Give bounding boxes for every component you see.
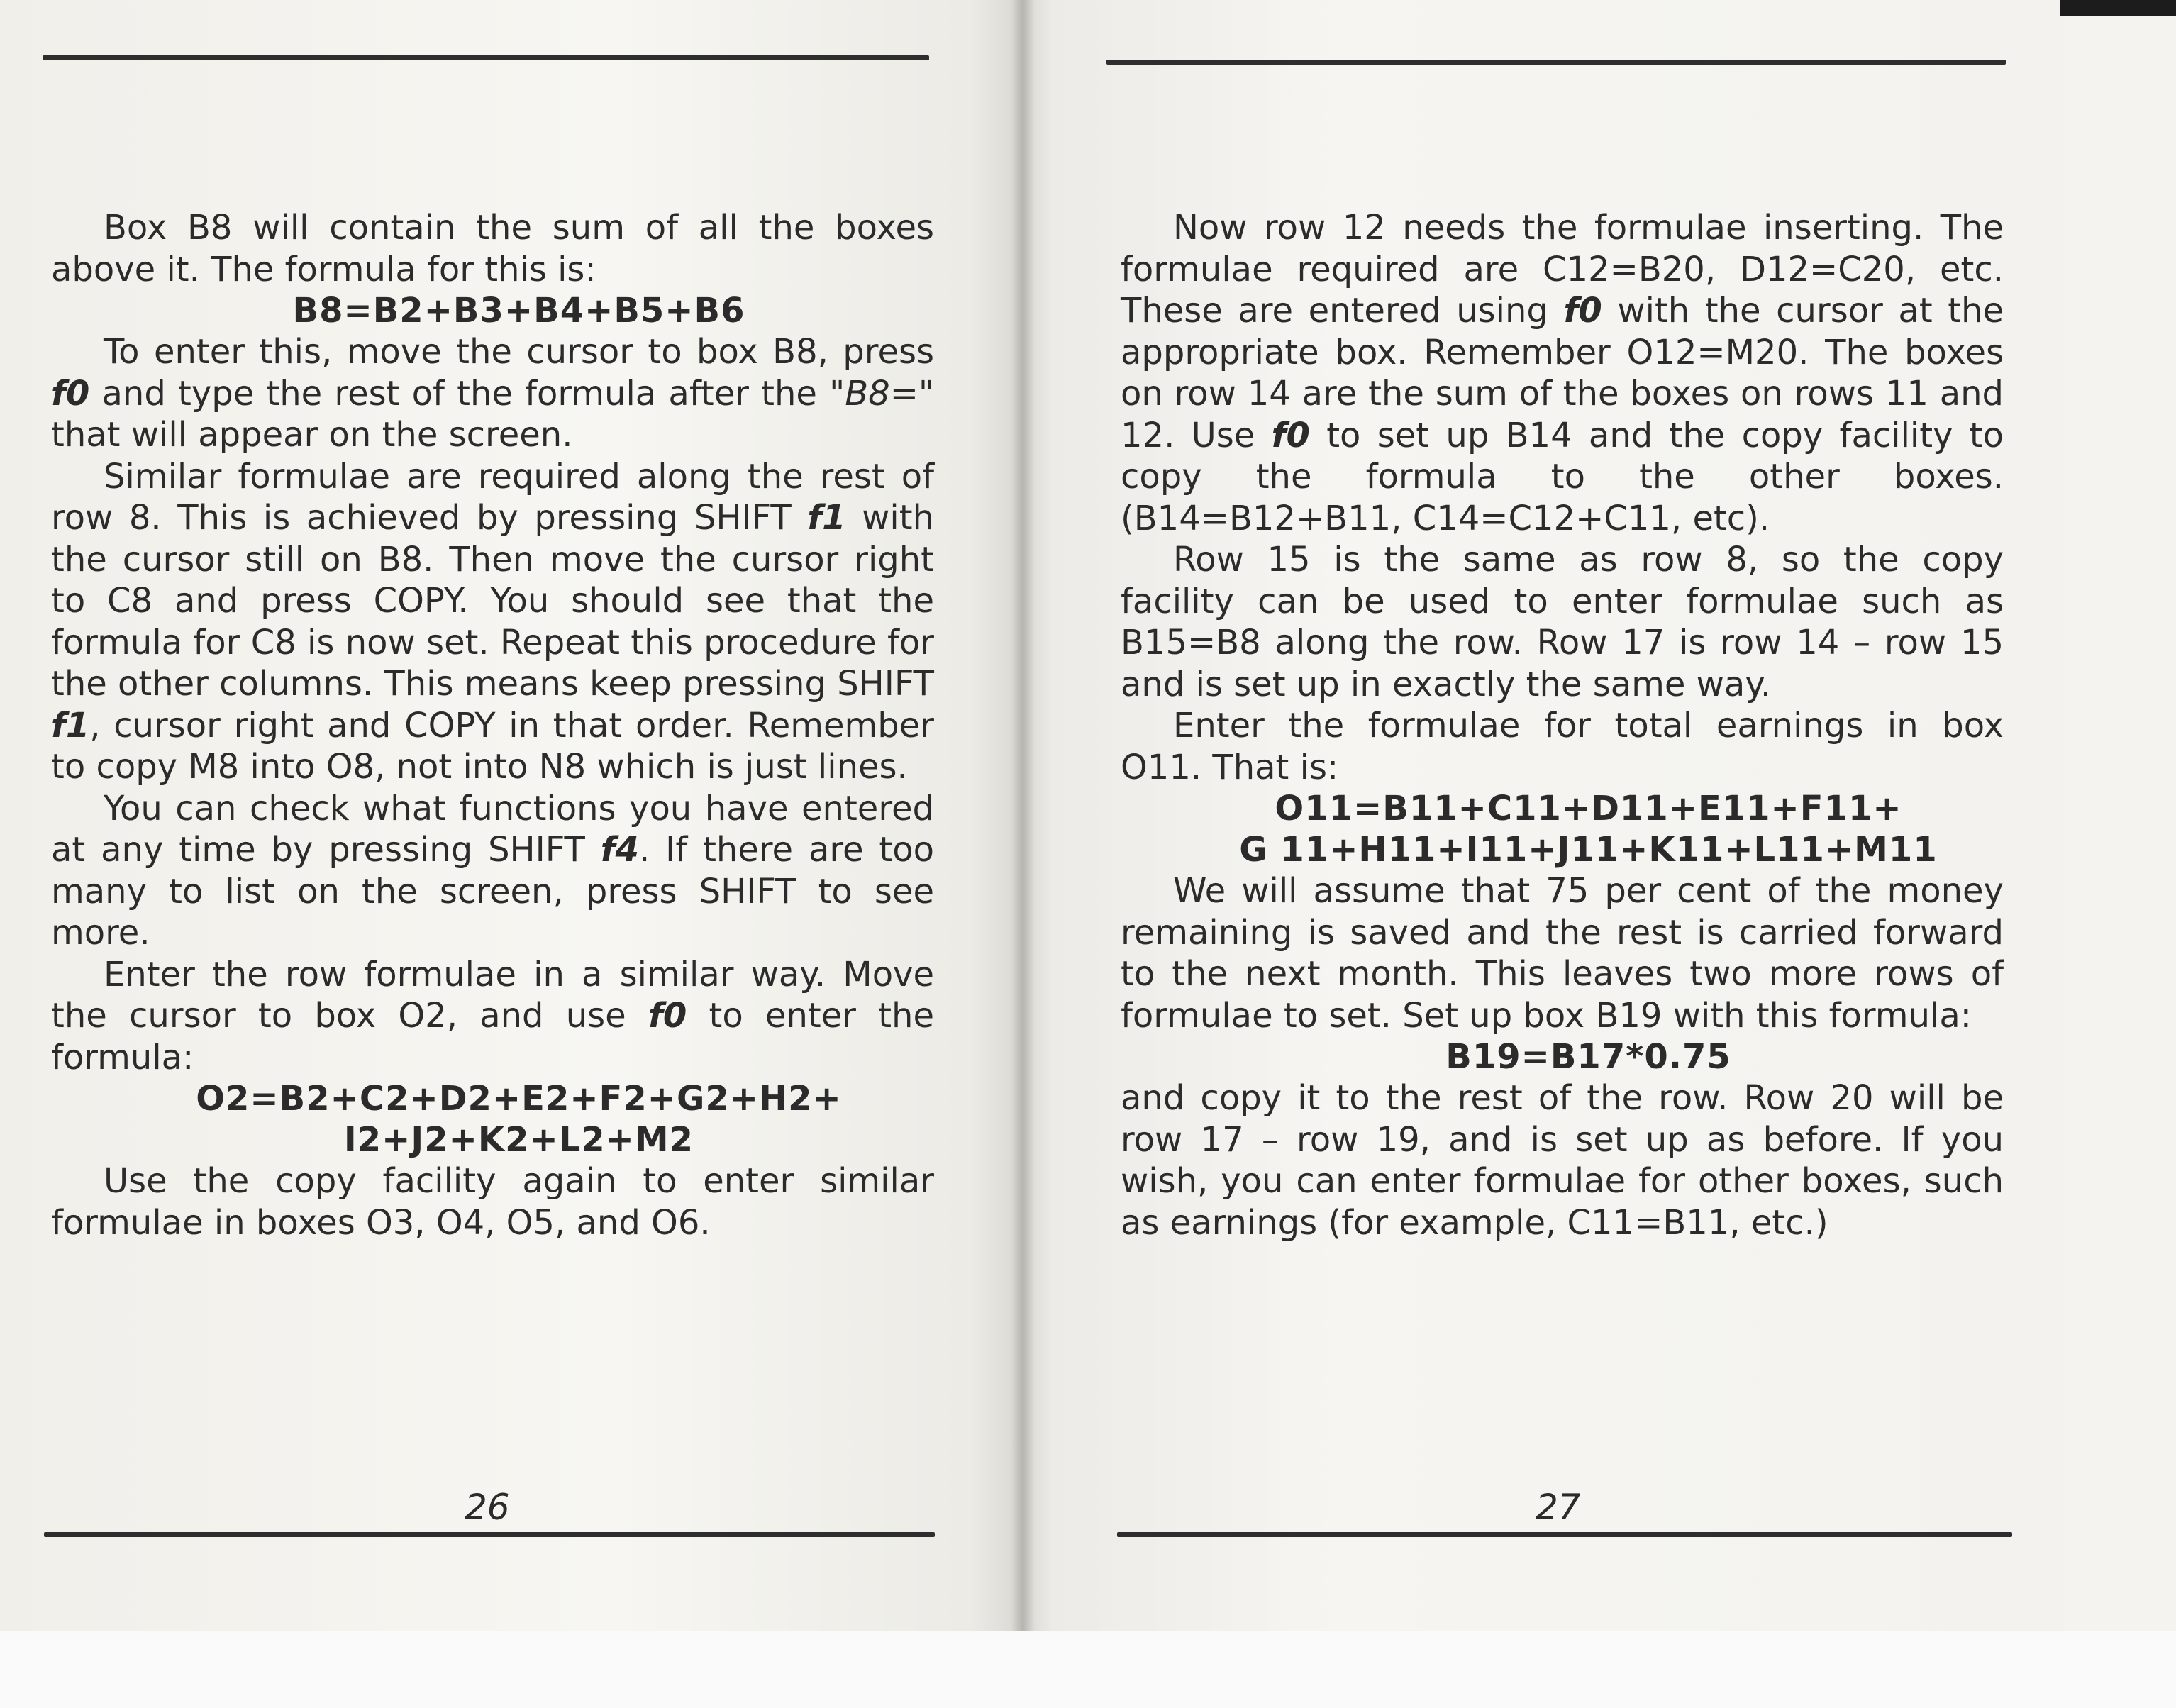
paragraph	[51, 788, 934, 954]
formula-o2-line2: I2+J2+K2+L2+M2	[343, 1120, 694, 1160]
page-number-right: 27	[1536, 1487, 1581, 1528]
paragraph-text: with the cursor still on B8. Then move the cursor right to C8 and press COPY. You should see that the formula for C8 is now set. Repeat this procedure for the other columns. This means keep pressing SHIFT	[51, 498, 934, 704]
book-gutter	[1011, 0, 1035, 1631]
function-key: f1	[807, 498, 846, 538]
function-key: f1	[51, 705, 90, 745]
top-rule-right	[1106, 60, 2006, 65]
formula-o2-line1: O2=B2+C2+D2+E2+F2+G2+H2+	[196, 1079, 842, 1119]
paragraph	[1121, 539, 2004, 705]
right-page-text	[1121, 207, 2004, 1243]
paragraph	[51, 954, 934, 1079]
paragraph-text: . If there are too many to list on the screen, press SHIFT to see more.	[51, 830, 934, 953]
paragraph-text: to enter the formula:	[51, 996, 934, 1077]
top-rule-left	[43, 55, 929, 60]
paragraph-text: and type the rest of the formula after the	[89, 373, 830, 414]
formula-o11-line1: O11=B11+C11+D11+E11+F11+	[1275, 789, 1902, 828]
scanner-bed-strip	[0, 1631, 2176, 1708]
paragraph-text: Enter the formulae for total earnings in box O11. That is:	[1121, 706, 2004, 787]
paragraph	[51, 331, 934, 456]
page-number-left: 26	[465, 1487, 510, 1528]
paragraph	[1121, 870, 2004, 1036]
paragraph	[51, 456, 934, 788]
paragraph-text: Now row 12 needs the formulae inserting. The formulae required are C12=B20, D12=C20, etc. These are entered using	[1121, 208, 2004, 331]
paragraph-text: to set up B14 and the copy facility to copy the formula to the other boxes. (B14=B12+B11, C14=C12+C11, etc).	[1121, 415, 2004, 538]
paragraph-text: Similar formulae are required along the rest of row 8. This is achieved by pressing SHIFT	[51, 456, 934, 538]
formula-b8: B8=B2+B3+B4+B5+B6	[292, 291, 745, 331]
function-key: f0	[1271, 415, 1310, 455]
paragraph	[1121, 705, 2004, 788]
scanner-edge-shadow	[2060, 0, 2176, 16]
paragraph	[1121, 1077, 2004, 1243]
paragraph-text: You can check what functions you have entered at any time by pressing SHIFT	[51, 788, 934, 870]
paragraph-text: Box B8 will contain the sum of all the boxes above it. The formula for this is:	[51, 208, 934, 289]
paragraph-text: Row 15 is the same as row 8, so the copy facility can be used to enter formulae such as B15=B8 along the row. Row 17 is row 14 – row 15 and is set up in exactly the same way.	[1121, 540, 2004, 704]
paragraph-text: We will assume that 75 per cent of the money remaining is saved and the rest is carried forward to the next month. This leaves two more rows of formulae to set. Set up box B19 with this formula:	[1121, 871, 2004, 1036]
paragraph-text: To enter this, move the cursor to box B8, press	[104, 332, 934, 372]
left-page-text	[51, 207, 934, 1243]
paragraph	[51, 207, 934, 290]
function-key: f0	[648, 996, 687, 1036]
paragraph	[1121, 207, 2004, 539]
quoted-prompt: "B8="	[829, 373, 934, 414]
paragraph-text: Enter the row formulae in a similar way. Move the cursor to box O2, and use	[51, 954, 934, 1036]
function-key: f0	[51, 373, 90, 414]
formula-b19: B19=B17*0.75	[1445, 1037, 1731, 1077]
paragraph-text: with the cursor at the appropriate box. Remember O12=M20. The boxes on row 14 are the sum of the boxes on rows 11 and 12. Use	[1121, 291, 2004, 455]
paragraph	[51, 1160, 934, 1243]
paragraph-text: Use the copy facility again to enter similar formulae in boxes O3, O4, O5, and O6.	[51, 1161, 934, 1243]
formula-o11-line2: G 11+H11+I11+J11+K11+L11+M11	[1239, 830, 1938, 870]
bottom-rule-right	[1117, 1532, 2012, 1537]
function-key: f0	[1563, 291, 1602, 331]
paragraph-text: , cursor right and COPY in that order. Remember to copy M8 into O8, not into N8 which is just lines.	[51, 705, 934, 787]
paragraph-text: and copy it to the rest of the row. Row 20 will be row 17 – row 19, and is set up as before. If you wish, you can enter formulae for other boxes, such as earnings (for example, C11=B11, etc.)	[1121, 1078, 2004, 1243]
function-key: f4	[600, 830, 640, 870]
bottom-rule-left	[44, 1532, 935, 1537]
paragraph-text: that will appear on the screen.	[51, 415, 573, 455]
